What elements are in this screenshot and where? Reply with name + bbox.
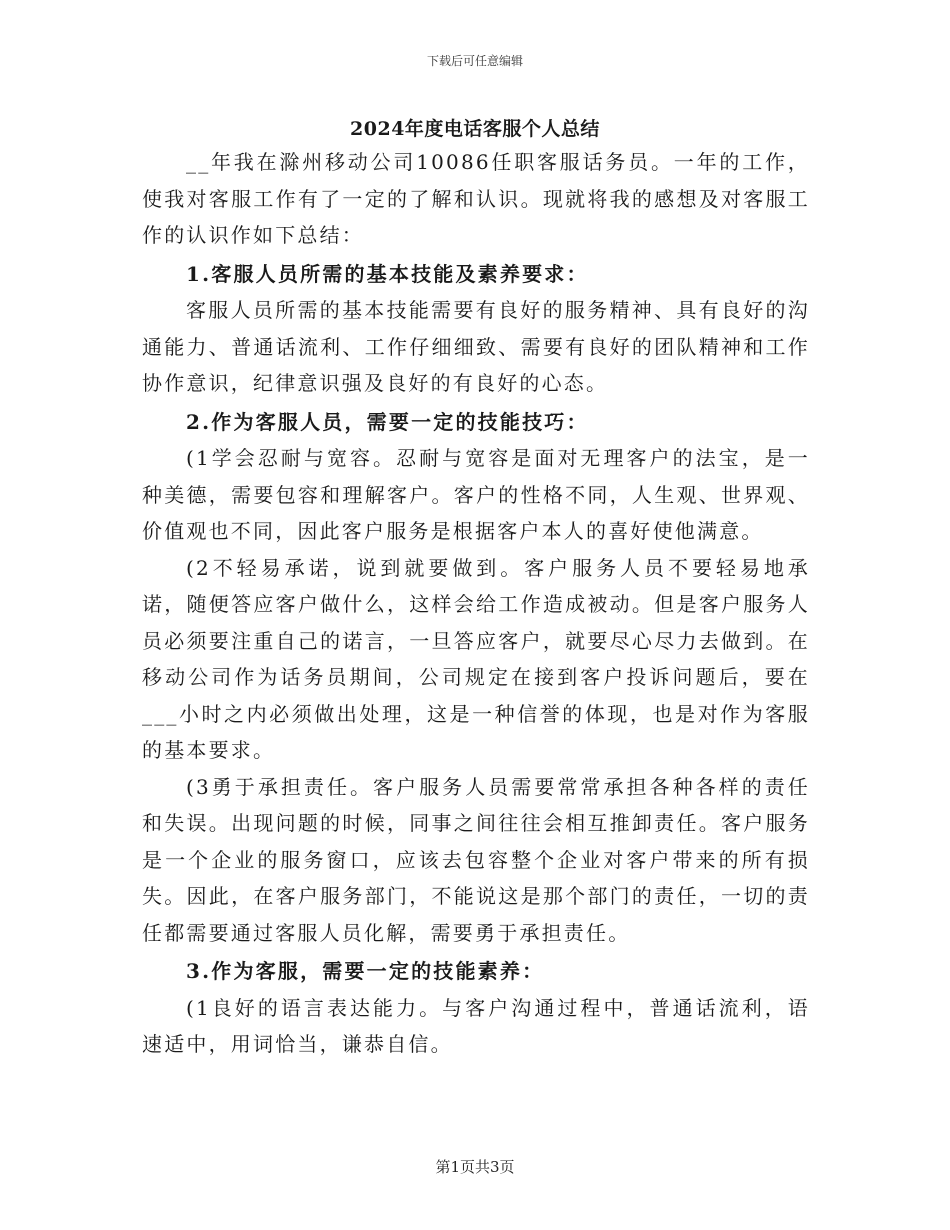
section-2-paragraph-2: (2不轻易承诺，说到就要做到。客户服务人员不要轻易地承诺，随便答应客户做什么，这样会给工作造成被动。但是客户服务人员必须要注重自己的诺言，一旦答应客户，就要尽心尽力去做到。在移动公司作为话务员期间，公司规定在接到客户投诉问题后，要在___小时之内必须做出处理，这是一种信誉的体现，也是对作为客服的基本要求。 bbox=[142, 555, 810, 762]
page-header-note: 下载后可任意编辑 bbox=[426, 54, 523, 68]
section-1-heading: 1.客服人员所需的基本技能及素养要求： bbox=[186, 261, 589, 286]
section-2-heading: 2.作为客服人员，需要一定的技能技巧： bbox=[186, 409, 589, 434]
intro-paragraph: __年我在滁州移动公司10086任职客服话务员。一年的工作，使我对客服工作有了一定的了解和认识。现就将我的感想及对客服工作的认识作如下总结： bbox=[142, 150, 810, 247]
section-2-paragraph-1: (1学会忍耐与宽容。忍耐与宽容是面对无理客户的法宝，是一种美德，需要包容和理解客户。客户的性格不同，人生观、世界观、价值观也不同，因此客户服务是根据客户本人的喜好使他满意。 bbox=[142, 446, 810, 543]
section-3-paragraph-1: (1良好的语言表达能力。与客户沟通过程中，普通话流利，语速适中，用词恰当，谦恭自信。 bbox=[142, 995, 810, 1056]
document-body bbox=[142, 144, 810, 1063]
page-number-footer: 第1页共3页 bbox=[435, 1158, 515, 1176]
section-3-heading: 3.作为客服，需要一定的技能素养： bbox=[186, 959, 545, 983]
section-2-paragraph-3: (3勇于承担责任。客户服务人员需要常常承担各种各样的责任和失误。出现问题的时候，同事之间往往会相互推卸责任。客户服务是一个企业的服务窗口，应该去包容整个企业对客户带来的所有损失。因此，在客户服务部门，不能说这是那个部门的责任，一切的责任都需要通过客服人员化解，需要勇于承担责任。 bbox=[142, 774, 810, 945]
section-1-paragraph-1: 客服人员所需的基本技能需要有良好的服务精神、具有良好的沟通能力、普通话流利、工作仔细细致、需要有良好的团队精神和工作协作意识，纪律意识强及良好的有良好的心态。 bbox=[142, 298, 810, 395]
document-title: 2024年度电话客服个人总结 bbox=[350, 118, 600, 140]
